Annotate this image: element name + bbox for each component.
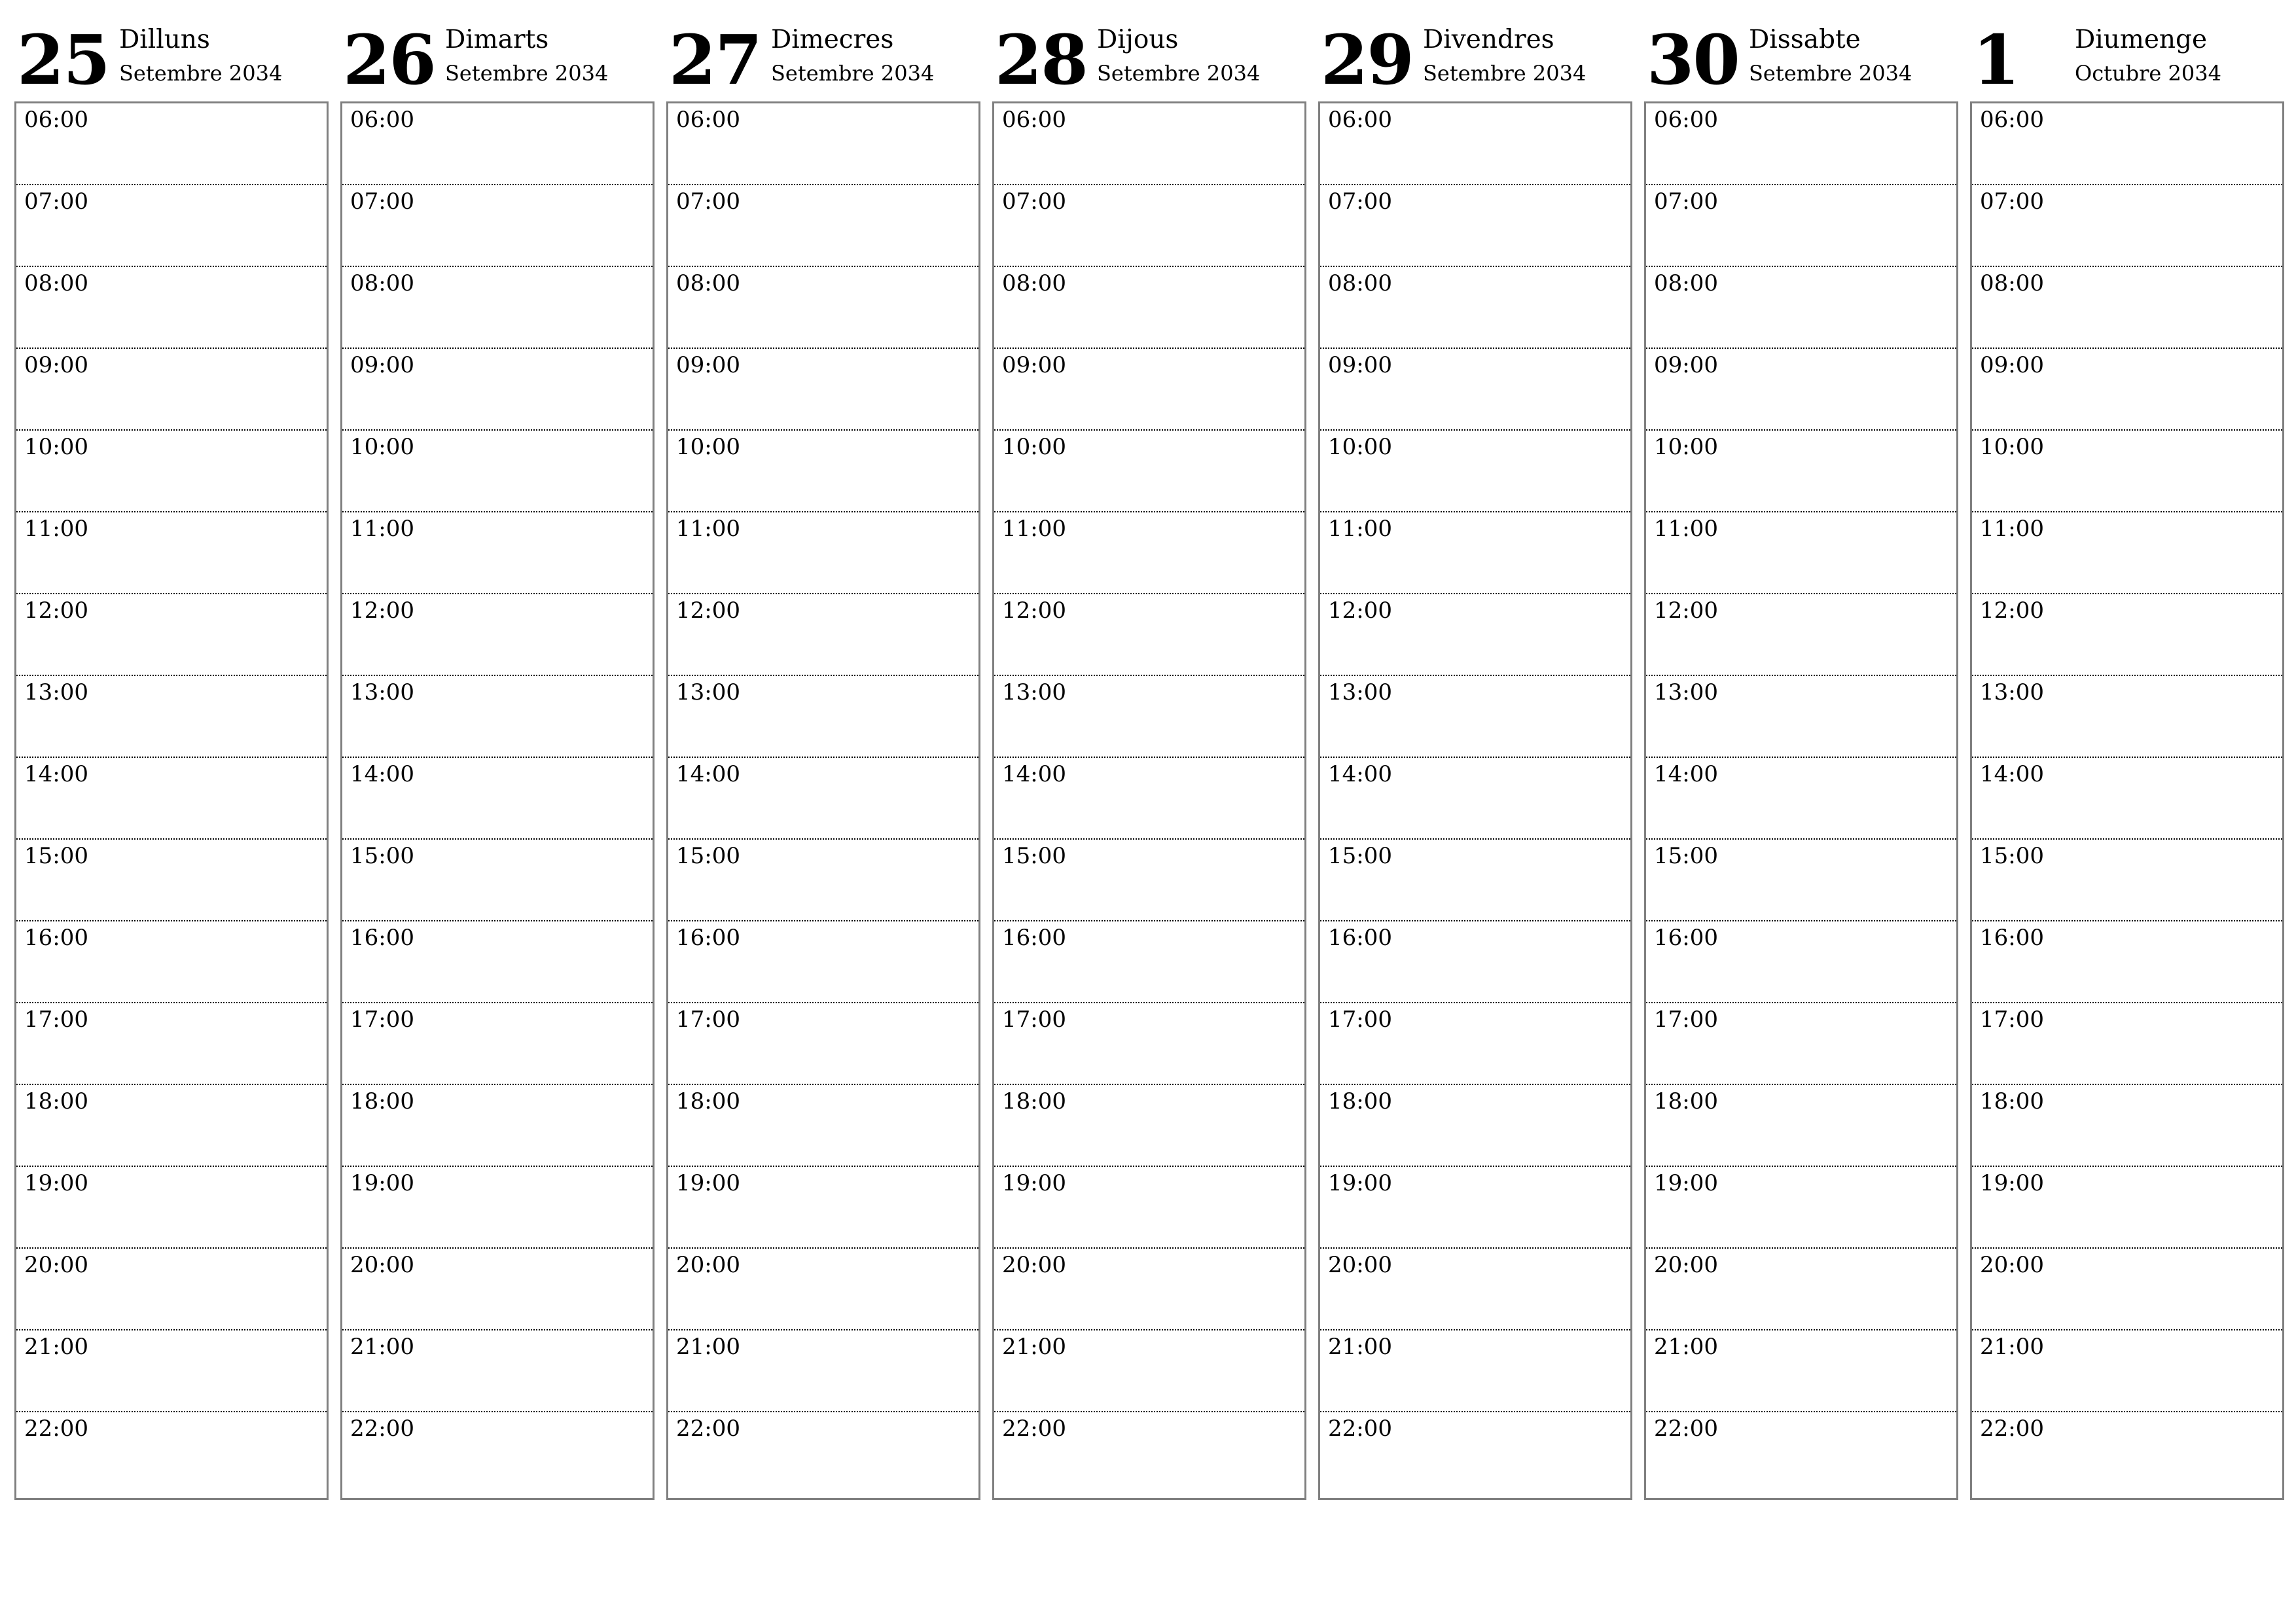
- time-slot[interactable]: [342, 349, 653, 431]
- day-column: [1970, 14, 2283, 1500]
- time-slot[interactable]: [1320, 512, 1630, 594]
- time-slot[interactable]: [1646, 1412, 1956, 1498]
- time-slot[interactable]: [1972, 1412, 2282, 1498]
- slot-time-label: 20:00: [1328, 1252, 1392, 1278]
- day-name: Divendres: [1423, 25, 1554, 54]
- slot-time-label: 21:00: [24, 1334, 88, 1360]
- slot-time-label: 21:00: [676, 1334, 740, 1360]
- slot-time-label: 14:00: [676, 761, 740, 787]
- time-slot[interactable]: [994, 267, 1304, 349]
- day-number: 26: [343, 20, 435, 100]
- slot-time-label: 09:00: [1002, 352, 1066, 378]
- time-slot[interactable]: [994, 1249, 1304, 1330]
- time-slot[interactable]: [16, 267, 327, 349]
- time-slot[interactable]: [342, 267, 653, 349]
- slot-time-label: 07:00: [1980, 188, 2044, 215]
- slot-time-label: 21:00: [1328, 1334, 1392, 1360]
- time-slot[interactable]: [1972, 594, 2282, 676]
- time-slot[interactable]: [16, 1167, 327, 1249]
- day-header: [666, 14, 979, 99]
- time-slot[interactable]: [668, 676, 978, 758]
- time-slot[interactable]: [1320, 1167, 1630, 1249]
- slot-time-label: 10:00: [350, 434, 414, 460]
- slot-time-label: 14:00: [24, 761, 88, 787]
- slot-time-label: 11:00: [1328, 516, 1392, 542]
- time-slot[interactable]: [1320, 349, 1630, 431]
- slot-time-label: 13:00: [676, 679, 740, 705]
- time-slot[interactable]: [1972, 1085, 2282, 1167]
- time-slot[interactable]: [342, 1249, 653, 1330]
- time-slot[interactable]: [994, 1412, 1304, 1498]
- slot-time-label: 10:00: [1328, 434, 1392, 460]
- time-slot[interactable]: [1646, 349, 1956, 431]
- month-year: Setembre 2034: [1097, 61, 1261, 86]
- slot-time-label: 13:00: [1002, 679, 1066, 705]
- slot-time-label: 11:00: [1654, 516, 1718, 542]
- slot-time-label: 10:00: [24, 434, 88, 460]
- time-slot[interactable]: [342, 103, 653, 185]
- time-slot[interactable]: [1972, 758, 2282, 840]
- time-slot[interactable]: [16, 1412, 327, 1498]
- slot-time-label: 06:00: [350, 107, 414, 133]
- time-slot[interactable]: [668, 267, 978, 349]
- slot-time-label: 15:00: [1328, 843, 1392, 869]
- slot-time-label: 20:00: [1980, 1252, 2044, 1278]
- day-number: 1: [1973, 20, 2019, 100]
- time-slot[interactable]: [1646, 103, 1956, 185]
- slot-time-label: 16:00: [1002, 925, 1066, 951]
- slot-time-label: 07:00: [350, 188, 414, 215]
- time-slot[interactable]: [16, 676, 327, 758]
- slot-time-label: 21:00: [1002, 1334, 1066, 1360]
- slot-time-label: 06:00: [1002, 107, 1066, 133]
- slot-time-label: 21:00: [350, 1334, 414, 1360]
- time-slot[interactable]: [16, 1330, 327, 1412]
- time-slot[interactable]: [668, 431, 978, 512]
- slot-time-label: 21:00: [1980, 1334, 2044, 1360]
- slot-time-label: 19:00: [350, 1170, 414, 1196]
- time-slot[interactable]: [994, 1003, 1304, 1085]
- slot-time-label: 12:00: [1980, 597, 2044, 624]
- time-slot[interactable]: [16, 758, 327, 840]
- time-slots: [1970, 101, 2284, 1500]
- slot-time-label: 16:00: [350, 925, 414, 951]
- time-slot[interactable]: [1646, 758, 1956, 840]
- month-year: Setembre 2034: [1749, 61, 1912, 86]
- time-slot[interactable]: [16, 1249, 327, 1330]
- time-slot[interactable]: [1972, 512, 2282, 594]
- slot-time-label: 13:00: [1980, 679, 2044, 705]
- slot-time-label: 18:00: [676, 1088, 740, 1115]
- month-year: Setembre 2034: [771, 61, 935, 86]
- day-name: Dissabte: [1749, 25, 1861, 54]
- time-slot[interactable]: [1646, 1167, 1956, 1249]
- day-name: Dijous: [1097, 25, 1179, 54]
- day-number: 30: [1647, 20, 1739, 100]
- time-slot[interactable]: [342, 1085, 653, 1167]
- slot-time-label: 07:00: [24, 188, 88, 215]
- time-slot[interactable]: [1972, 1167, 2282, 1249]
- time-slot[interactable]: [16, 512, 327, 594]
- slot-time-label: 17:00: [1980, 1007, 2044, 1033]
- slot-time-label: 09:00: [1654, 352, 1718, 378]
- time-slot[interactable]: [1320, 1085, 1630, 1167]
- time-slot[interactable]: [1646, 921, 1956, 1003]
- time-slot[interactable]: [1320, 921, 1630, 1003]
- slot-time-label: 17:00: [1002, 1007, 1066, 1033]
- time-slot[interactable]: [342, 676, 653, 758]
- slot-time-label: 09:00: [676, 352, 740, 378]
- time-slot[interactable]: [668, 103, 978, 185]
- day-number: 27: [669, 20, 761, 100]
- time-slot[interactable]: [342, 512, 653, 594]
- time-slot[interactable]: [994, 1085, 1304, 1167]
- day-header: [1644, 14, 1957, 99]
- time-slot[interactable]: [16, 921, 327, 1003]
- slot-time-label: 12:00: [676, 597, 740, 624]
- time-slot[interactable]: [1972, 840, 2282, 921]
- slot-time-label: 14:00: [1654, 761, 1718, 787]
- slot-time-label: 06:00: [1980, 107, 2044, 133]
- time-slot[interactable]: [994, 676, 1304, 758]
- slot-time-label: 09:00: [1328, 352, 1392, 378]
- slot-time-label: 14:00: [1328, 761, 1392, 787]
- slot-time-label: 22:00: [676, 1416, 740, 1442]
- slot-time-label: 22:00: [1654, 1416, 1718, 1442]
- time-slots: [1644, 101, 1958, 1500]
- time-slot[interactable]: [1972, 267, 2282, 349]
- slot-time-label: 12:00: [1002, 597, 1066, 624]
- time-slot[interactable]: [1646, 267, 1956, 349]
- time-slot[interactable]: [668, 1249, 978, 1330]
- day-name: Diumenge: [2075, 25, 2208, 54]
- day-number: 29: [1321, 20, 1413, 100]
- time-slot[interactable]: [994, 1167, 1304, 1249]
- time-slot[interactable]: [16, 103, 327, 185]
- slot-time-label: 19:00: [676, 1170, 740, 1196]
- weekly-planner: [14, 14, 2282, 1500]
- slot-time-label: 07:00: [1654, 188, 1718, 215]
- time-slot[interactable]: [342, 1412, 653, 1498]
- slot-time-label: 19:00: [24, 1170, 88, 1196]
- slot-time-label: 17:00: [350, 1007, 414, 1033]
- slot-time-label: 17:00: [676, 1007, 740, 1033]
- slot-time-label: 07:00: [1328, 188, 1392, 215]
- time-slot[interactable]: [668, 758, 978, 840]
- day-column: [340, 14, 653, 1500]
- slot-time-label: 08:00: [1980, 270, 2044, 296]
- time-slot[interactable]: [342, 840, 653, 921]
- time-slot[interactable]: [668, 1330, 978, 1412]
- slot-time-label: 06:00: [676, 107, 740, 133]
- time-slot[interactable]: [668, 185, 978, 267]
- slot-time-label: 14:00: [1002, 761, 1066, 787]
- slot-time-label: 10:00: [1002, 434, 1066, 460]
- slot-time-label: 10:00: [1654, 434, 1718, 460]
- slot-time-label: 14:00: [350, 761, 414, 787]
- time-slot[interactable]: [16, 185, 327, 267]
- time-slot[interactable]: [1320, 594, 1630, 676]
- slot-time-label: 19:00: [1002, 1170, 1066, 1196]
- slot-time-label: 10:00: [676, 434, 740, 460]
- time-slot[interactable]: [1646, 185, 1956, 267]
- time-slot[interactable]: [342, 921, 653, 1003]
- slot-time-label: 22:00: [1980, 1416, 2044, 1442]
- time-slot[interactable]: [1320, 1249, 1630, 1330]
- slot-time-label: 06:00: [1328, 107, 1392, 133]
- time-slots: [14, 101, 329, 1500]
- slot-time-label: 17:00: [1654, 1007, 1718, 1033]
- day-name: Dimecres: [771, 25, 894, 54]
- time-slots: [340, 101, 655, 1500]
- time-slot[interactable]: [994, 431, 1304, 512]
- time-slot[interactable]: [1320, 840, 1630, 921]
- time-slot[interactable]: [1972, 676, 2282, 758]
- time-slot[interactable]: [1646, 431, 1956, 512]
- slot-time-label: 09:00: [24, 352, 88, 378]
- day-column: [1318, 14, 1631, 1500]
- time-slot[interactable]: [342, 594, 653, 676]
- slot-time-label: 22:00: [24, 1416, 88, 1442]
- day-column: [666, 14, 979, 1500]
- time-slot[interactable]: [342, 758, 653, 840]
- slot-time-label: 20:00: [24, 1252, 88, 1278]
- slot-time-label: 08:00: [1654, 270, 1718, 296]
- time-slot[interactable]: [668, 1412, 978, 1498]
- time-slot[interactable]: [994, 103, 1304, 185]
- slot-time-label: 22:00: [1328, 1416, 1392, 1442]
- day-column: [1644, 14, 1957, 1500]
- slot-time-label: 13:00: [1654, 679, 1718, 705]
- slot-time-label: 11:00: [1002, 516, 1066, 542]
- time-slot[interactable]: [668, 840, 978, 921]
- time-slot[interactable]: [1972, 1249, 2282, 1330]
- day-name: Dilluns: [119, 25, 210, 54]
- slot-time-label: 09:00: [350, 352, 414, 378]
- time-slot[interactable]: [1972, 103, 2282, 185]
- slot-time-label: 12:00: [24, 597, 88, 624]
- slot-time-label: 15:00: [1002, 843, 1066, 869]
- time-slot[interactable]: [668, 1085, 978, 1167]
- time-slot[interactable]: [668, 594, 978, 676]
- time-slots: [992, 101, 1306, 1500]
- time-slot[interactable]: [16, 840, 327, 921]
- time-slots: [666, 101, 980, 1500]
- slot-time-label: 16:00: [1654, 925, 1718, 951]
- slot-time-label: 18:00: [1002, 1088, 1066, 1115]
- day-header: [1970, 14, 2283, 99]
- slot-time-label: 15:00: [1654, 843, 1718, 869]
- time-slot[interactable]: [1320, 431, 1630, 512]
- time-slot[interactable]: [1646, 1249, 1956, 1330]
- slot-time-label: 16:00: [676, 925, 740, 951]
- slot-time-label: 10:00: [1980, 434, 2044, 460]
- slot-time-label: 17:00: [24, 1007, 88, 1033]
- time-slot[interactable]: [1320, 676, 1630, 758]
- time-slot[interactable]: [16, 594, 327, 676]
- time-slot[interactable]: [668, 349, 978, 431]
- slot-time-label: 13:00: [24, 679, 88, 705]
- time-slot[interactable]: [994, 921, 1304, 1003]
- time-slot[interactable]: [994, 840, 1304, 921]
- time-slot[interactable]: [1972, 1003, 2282, 1085]
- slot-time-label: 18:00: [350, 1088, 414, 1115]
- time-slot[interactable]: [994, 594, 1304, 676]
- slot-time-label: 15:00: [24, 843, 88, 869]
- slot-time-label: 16:00: [24, 925, 88, 951]
- time-slot[interactable]: [1972, 185, 2282, 267]
- day-number: 25: [17, 20, 109, 100]
- time-slot[interactable]: [342, 1003, 653, 1085]
- slot-time-label: 19:00: [1980, 1170, 2044, 1196]
- slot-time-label: 12:00: [1328, 597, 1392, 624]
- time-slot[interactable]: [1320, 1412, 1630, 1498]
- month-year: Setembre 2034: [1423, 61, 1587, 86]
- slot-time-label: 13:00: [350, 679, 414, 705]
- time-slot[interactable]: [1320, 267, 1630, 349]
- time-slots: [1318, 101, 1632, 1500]
- slot-time-label: 22:00: [350, 1416, 414, 1442]
- slot-time-label: 12:00: [1654, 597, 1718, 624]
- slot-time-label: 20:00: [1654, 1252, 1718, 1278]
- slot-time-label: 12:00: [350, 597, 414, 624]
- time-slot[interactable]: [1320, 103, 1630, 185]
- time-slot[interactable]: [16, 1003, 327, 1085]
- time-slot[interactable]: [1972, 1330, 2282, 1412]
- slot-time-label: 16:00: [1980, 925, 2044, 951]
- time-slot[interactable]: [342, 1167, 653, 1249]
- slot-time-label: 14:00: [1980, 761, 2044, 787]
- slot-time-label: 08:00: [676, 270, 740, 296]
- time-slot[interactable]: [16, 349, 327, 431]
- time-slot[interactable]: [668, 1167, 978, 1249]
- slot-time-label: 15:00: [1980, 843, 2044, 869]
- month-year: Setembre 2034: [445, 61, 609, 86]
- slot-time-label: 18:00: [1654, 1088, 1718, 1115]
- time-slot[interactable]: [1972, 349, 2282, 431]
- slot-time-label: 13:00: [1328, 679, 1392, 705]
- slot-time-label: 18:00: [24, 1088, 88, 1115]
- time-slot[interactable]: [16, 1085, 327, 1167]
- month-year: Setembre 2034: [119, 61, 283, 86]
- time-slot[interactable]: [342, 1330, 653, 1412]
- day-header: [340, 14, 653, 99]
- time-slot[interactable]: [1646, 594, 1956, 676]
- time-slot[interactable]: [1320, 758, 1630, 840]
- day-column: [14, 14, 327, 1500]
- slot-time-label: 06:00: [24, 107, 88, 133]
- month-year: Octubre 2034: [2075, 61, 2221, 86]
- time-slot[interactable]: [994, 349, 1304, 431]
- slot-time-label: 08:00: [1002, 270, 1066, 296]
- day-header: [992, 14, 1305, 99]
- slot-time-label: 15:00: [350, 843, 414, 869]
- slot-time-label: 17:00: [1328, 1007, 1392, 1033]
- time-slot[interactable]: [1646, 1330, 1956, 1412]
- slot-time-label: 18:00: [1328, 1088, 1392, 1115]
- time-slot[interactable]: [994, 1330, 1304, 1412]
- time-slot[interactable]: [1320, 1003, 1630, 1085]
- day-header: [14, 14, 327, 99]
- time-slot[interactable]: [668, 921, 978, 1003]
- time-slot[interactable]: [1646, 840, 1956, 921]
- slot-time-label: 11:00: [1980, 516, 2044, 542]
- time-slot[interactable]: [994, 758, 1304, 840]
- time-slot[interactable]: [16, 431, 327, 512]
- day-number: 28: [995, 20, 1087, 100]
- time-slot[interactable]: [1646, 512, 1956, 594]
- slot-time-label: 07:00: [1002, 188, 1066, 215]
- day-header: [1318, 14, 1631, 99]
- slot-time-label: 15:00: [676, 843, 740, 869]
- slot-time-label: 22:00: [1002, 1416, 1066, 1442]
- time-slot[interactable]: [1646, 1003, 1956, 1085]
- time-slot[interactable]: [342, 185, 653, 267]
- time-slot[interactable]: [1646, 1085, 1956, 1167]
- time-slot[interactable]: [1320, 1330, 1630, 1412]
- time-slot[interactable]: [1320, 185, 1630, 267]
- slot-time-label: 11:00: [676, 516, 740, 542]
- day-name: Dimarts: [445, 25, 549, 54]
- time-slot[interactable]: [994, 185, 1304, 267]
- time-slot[interactable]: [342, 431, 653, 512]
- time-slot[interactable]: [1646, 676, 1956, 758]
- day-column: [992, 14, 1305, 1500]
- time-slot[interactable]: [668, 512, 978, 594]
- slot-time-label: 09:00: [1980, 352, 2044, 378]
- slot-time-label: 11:00: [24, 516, 88, 542]
- slot-time-label: 20:00: [1002, 1252, 1066, 1278]
- slot-time-label: 06:00: [1654, 107, 1718, 133]
- time-slot[interactable]: [1972, 921, 2282, 1003]
- slot-time-label: 20:00: [350, 1252, 414, 1278]
- slot-time-label: 08:00: [350, 270, 414, 296]
- time-slot[interactable]: [994, 512, 1304, 594]
- slot-time-label: 08:00: [24, 270, 88, 296]
- slot-time-label: 11:00: [350, 516, 414, 542]
- time-slot[interactable]: [1972, 431, 2282, 512]
- slot-time-label: 08:00: [1328, 270, 1392, 296]
- slot-time-label: 20:00: [676, 1252, 740, 1278]
- slot-time-label: 16:00: [1328, 925, 1392, 951]
- time-slot[interactable]: [668, 1003, 978, 1085]
- slot-time-label: 19:00: [1328, 1170, 1392, 1196]
- slot-time-label: 07:00: [676, 188, 740, 215]
- slot-time-label: 18:00: [1980, 1088, 2044, 1115]
- slot-time-label: 19:00: [1654, 1170, 1718, 1196]
- slot-time-label: 21:00: [1654, 1334, 1718, 1360]
